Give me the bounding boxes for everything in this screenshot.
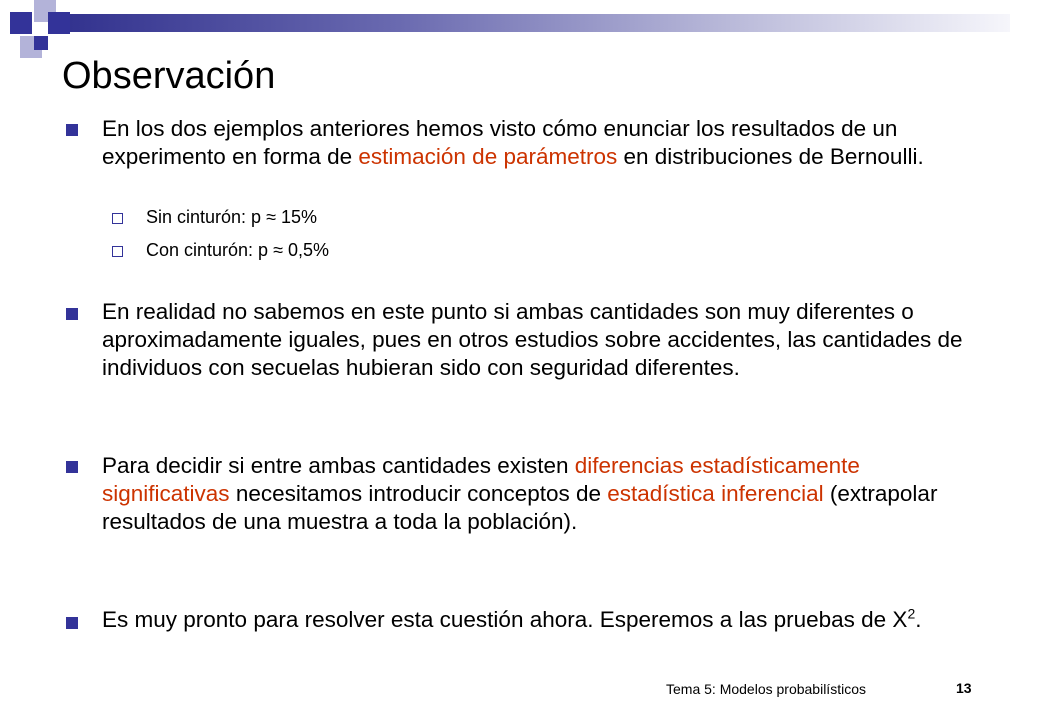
header-gradient-bar (70, 14, 1010, 32)
footer-title: Tema 5: Modelos probabilísticos (666, 681, 866, 697)
corner-square (48, 12, 70, 34)
paragraph-1: En los dos ejemplos anteriores hemos visto cómo enunciar los resultados de un experimento en forma de estimación de parámetros en distribuciones de Bernoulli. (102, 116, 924, 169)
paragraph-2: En realidad no sabemos en este punto si ambas cantidades son muy diferentes o aproximadamente iguales, pues en otros estudios sobre accidentes, las cantidades de individuos con secuelas hubieran sido con seguridad diferentes. (102, 299, 963, 380)
highlight-term: estimación de parámetros (358, 144, 618, 169)
slide-title: Observación (62, 55, 276, 97)
highlight-term: estadística inferencial (607, 481, 824, 506)
bullet-marker (66, 617, 78, 629)
bullet-marker (66, 461, 78, 473)
paragraph-4: Es muy pronto para resolver esta cuestión ahora. Esperemos a las pruebas de $X^2$. (102, 605, 922, 632)
sub-bullet-marker (112, 246, 123, 257)
bullet-marker (66, 308, 78, 320)
corner-square (34, 36, 48, 50)
paragraph-3: Para decidir si entre ambas cantidades existen diferencias estadísticamente significativas necesitamos introducir conceptos de estadística inferencial (extrapolar resultados de una muestra a toda la población). (102, 453, 938, 534)
sub-item: Con cinturón: p ≈ 0,5% (146, 240, 329, 260)
highlight-term: diferencias estadísticamente significativas (102, 453, 860, 506)
page-number: 13 (956, 680, 972, 696)
bullet-marker (66, 124, 78, 136)
corner-square (10, 12, 32, 34)
sub-item: Sin cinturón: p ≈ 15% (146, 207, 317, 227)
sub-bullet-marker (112, 213, 123, 224)
